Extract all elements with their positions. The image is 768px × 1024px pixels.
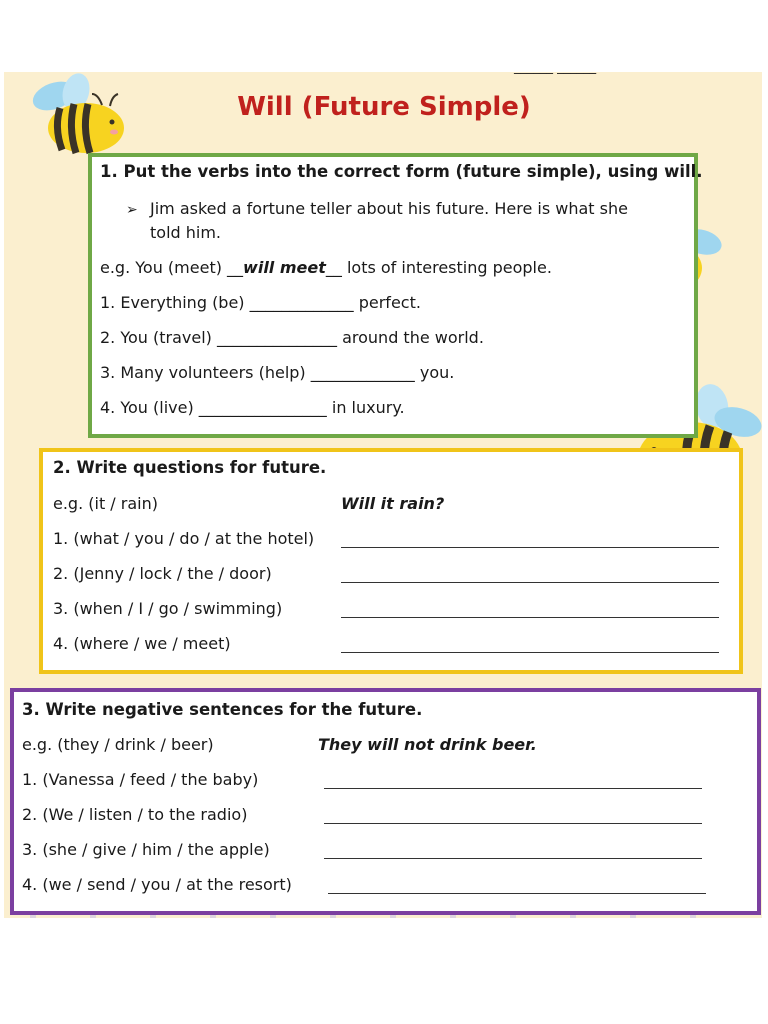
exercise-2-example-answer: Will it rain? [341, 494, 445, 513]
exercise-2-box [39, 448, 743, 674]
answer-line[interactable] [324, 858, 702, 859]
item-prompt: 4. You (live) [100, 398, 199, 417]
answer-line[interactable] [341, 582, 719, 583]
exercise-3-example-prompt: e.g. (they / drink / beer) [22, 735, 214, 754]
exercise-2-example-prompt: e.g. (it / rain) [53, 494, 158, 513]
exercise-2-heading: 2. Write questions for future. [53, 458, 327, 477]
exercise-1-item [100, 398, 405, 417]
exercise-1-example [100, 258, 552, 277]
name-date-blanks: ______ ______ [514, 60, 597, 75]
bee-icon [26, 72, 126, 158]
answer-line[interactable] [324, 823, 702, 824]
exercise-3-item: 1. (Vanessa / feed / the baby) [22, 770, 259, 789]
exercise-1-item [100, 363, 454, 382]
exercise-3-item: 3. (she / give / him / the apple) [22, 840, 270, 859]
exercise-1-intro: told him. [150, 223, 222, 242]
answer-blank[interactable]: _______________ [217, 328, 337, 347]
exercise-1-intro: Jim asked a fortune teller about his future. Here is what she [150, 199, 628, 218]
answer-blank[interactable]: _____________ [310, 363, 415, 382]
item-prompt: 3. Many volunteers (help) [100, 363, 311, 382]
item-rest: around the world. [337, 328, 484, 347]
item-rest: perfect. [353, 293, 421, 312]
exercise-2-item: 4. (where / we / meet) [53, 634, 231, 653]
exercise-1-item [100, 328, 484, 347]
answer-blank[interactable]: ________________ [198, 398, 327, 417]
exercise-2-item: 3. (when / I / go / swimming) [53, 599, 283, 618]
exercise-3-heading: 3. Write negative sentences for the future. [22, 700, 423, 719]
exercise-3-item: 2. (We / listen / to the radio) [22, 805, 248, 824]
page-title: Will (Future Simple) [237, 92, 531, 122]
exercise-1-box [88, 153, 703, 438]
answer-line[interactable] [341, 547, 719, 548]
exercise-3-example-answer: They will not drink beer. [318, 735, 537, 754]
item-rest: in luxury. [326, 398, 405, 417]
exercise-3-box [10, 688, 761, 915]
exercise-1-heading: 1. Put the verbs into the correct form (future simple), using will. [100, 162, 703, 181]
exercise-1-item [100, 293, 421, 312]
answer-line[interactable] [324, 788, 702, 789]
example-rest: __ lots of interesting people. [325, 258, 552, 277]
answer-line[interactable] [341, 617, 719, 618]
answer-blank[interactable]: _____________ [249, 293, 354, 312]
exercise-3-item: 4. (we / send / you / at the resort) [22, 875, 292, 894]
example-answer: will meet [243, 258, 326, 277]
item-prompt: 1. Everything (be) [100, 293, 250, 312]
answer-line[interactable] [328, 893, 706, 894]
exercise-2-item: 1. (what / you / do / at the hotel) [53, 529, 315, 548]
item-rest: you. [414, 363, 455, 382]
example-prompt: e.g. You (meet) __ [100, 258, 244, 277]
exercise-2-item: 2. (Jenny / lock / the / door) [53, 564, 272, 583]
item-prompt: 2. You (travel) [100, 328, 217, 347]
answer-line[interactable] [341, 652, 719, 653]
arrow-bullet-icon: ➢ [126, 202, 138, 218]
